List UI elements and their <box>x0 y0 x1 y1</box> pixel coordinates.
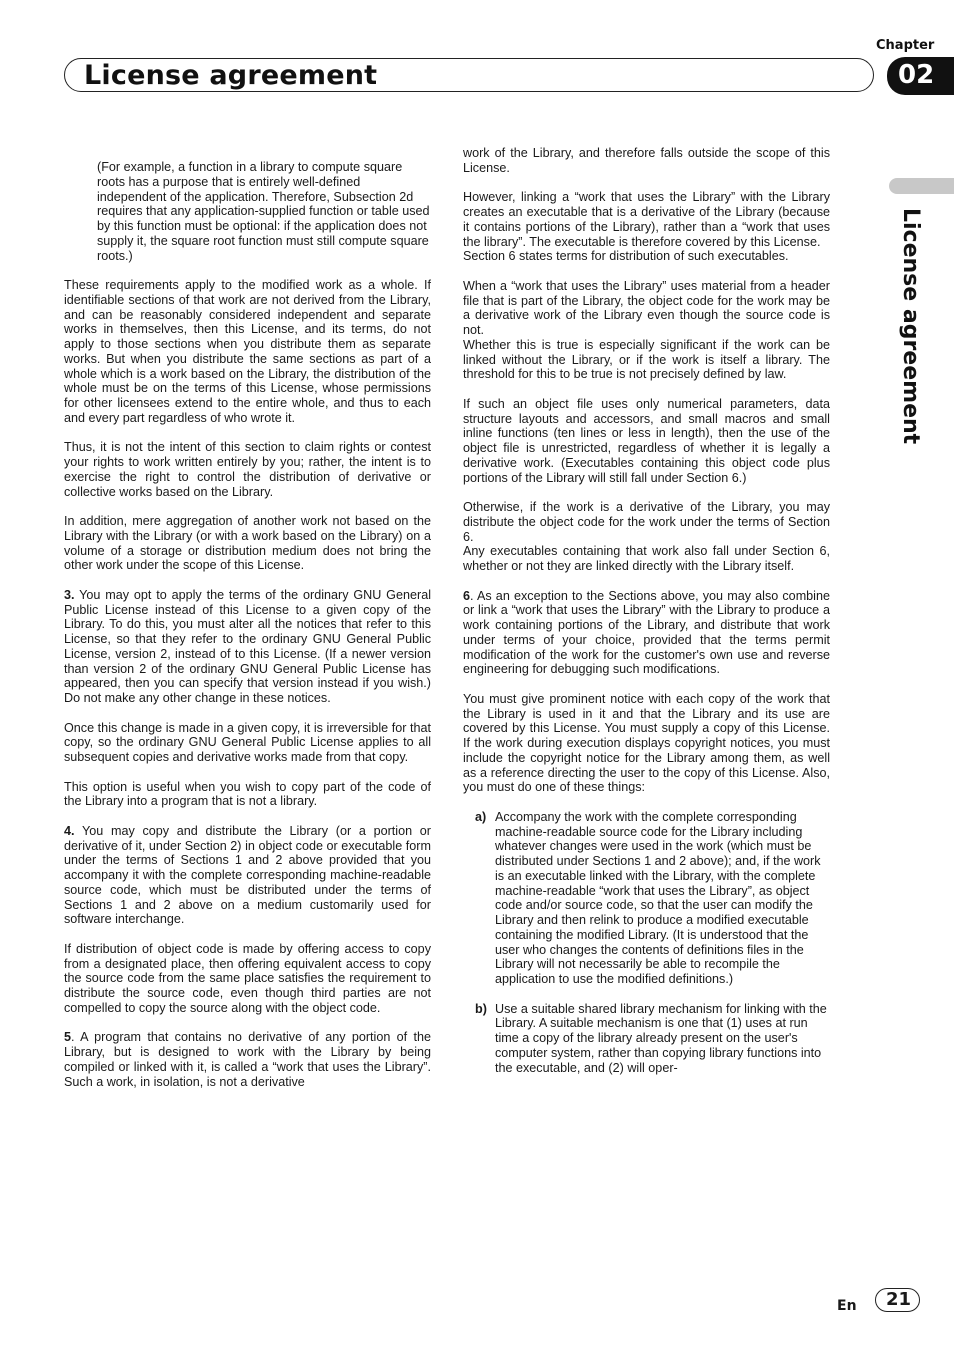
paragraph <box>64 824 431 927</box>
paragraph: Whether this is true is especially significant if the work can be linked without the Library, or if the work is itself a library. The threshold for this to be true is not precisely defined by law. <box>463 337 830 382</box>
list-item <box>463 1002 830 1076</box>
paragraph: If distribution of object code is made by offering access to copy from a designated place, then offering equivalent access to copy the source code from the same place satisfies the requirement to distribute the source code, even though third parties are not compelled to copy the source along with the object code. <box>64 941 431 1015</box>
list-item <box>463 810 830 987</box>
side-tab-label: License agreement <box>898 208 923 445</box>
paragraph <box>463 279 830 338</box>
paragraph <box>64 588 431 706</box>
paragraph-text: . A program that contains no derivative of any portion of the Library, but is designed to work with the Library by being compiled or linked with it, is called a “work that uses the Library”. Such a work, in isolation, is not a derivative <box>64 1030 431 1089</box>
section-number: 4. <box>64 823 75 838</box>
paragraph: (For example, a function in a library to compute square roots has a purpose that is entirely well-defined independent of the application. Therefore, Subsection 2d requires that any application-supplied function or table used by this function must be optional: if the application does not supply it, the square root function must still compute square roots.) <box>97 160 430 263</box>
paragraph: Once this change is made in a given copy, it is irreversible for that copy, so the ordinary GNU General Public License applies to all subsequent copies and derivative works made from that copy. <box>64 720 431 764</box>
section-number: 6 <box>463 588 471 603</box>
paragraph <box>463 500 830 544</box>
paragraph <box>463 589 830 678</box>
paragraph <box>64 1030 431 1089</box>
paragraph: Section 6 states terms for distribution of such executables. <box>463 249 789 264</box>
page-number: 21 <box>886 1289 912 1310</box>
paragraph-text: When a “work that uses the Library” uses material from a header file that is part of the Library, the object code for the work may be a derivative work of the Library even though the source code is not. <box>463 278 830 337</box>
paragraph-text: . As an exception to the Sections above, you may also combine or link a “work that uses the Library” with the Library to produce a work containing portions of the Library, and distribute that work under terms of your choice, provided that the terms permit modification of the work for the customer's own use and reverse engineering for debugging such modifications. <box>463 588 830 677</box>
list-item-text: Use a suitable shared library mechanism for linking with the Library. A suitable mechanism is one that (1) uses at run time a copy of the library already present on the user's computer system, rather than copying library functions into the executable, and (2) will oper- <box>495 1001 827 1075</box>
paragraph-text: However, linking a “work that uses the Library” with the Library creates an executable that is a derivative of the Library (because it contains portions of the Library), rather than a “work that uses the library”. The executable is therefore covered by this License. <box>463 190 830 249</box>
list-item-text: Accompany the work with the complete corresponding machine-readable source code for the Library including whatever changes were used in the work (which must be distributed under Sections 1 and 2 above); and, if the work is an executable linked with the Library, with the complete machine-readable “work that uses the Library”, as object code and/or source code, so that the user can modify the Library and then relink to produce a modified executable containing the modified Library. (It is understood that the user who changes the contents of definitions files in the Library will not necessarily be able to recompile the application to use the modified definitions.) <box>495 809 821 986</box>
paragraph: Thus, it is not the intent of this section to claim rights or contest your rights to work written entirely by you; rather, the intent is to exercise the right to control the distribution of derivative or collective works based on the Library. <box>64 440 431 499</box>
page-title: License agreement <box>84 60 378 91</box>
paragraph: If such an object file uses only numerical parameters, data structure layouts and accessors, and small macros and small inline functions (ten lines or less in length), then the use of the object file is unrestricted, regardless of whether it is legally a derivative work. (Executables containing this object code plus portions of the Library will still fall under Section 6.) <box>463 396 830 485</box>
chapter-label: Chapter <box>876 38 935 53</box>
list-marker: a) <box>475 809 487 824</box>
paragraph: These requirements apply to the modified work as a whole. If identifiable sections of that work are not derived from the Library, and can be reasonably considered independent and separate works in themselves, then this License, and its terms, do not apply to those sections when you distribute them as separate works. But when you distribute the same sections as part of a whole which is a work based on the Library, the distribution of the whole must be on the terms of this License, whose permissions for other licensees extend to the entire whole, and thus to each and every part regardless of who wrote it. <box>64 278 431 425</box>
paragraph: Any executables containing that work also fall under Section 6, whether or not they are linked directly with the Library itself. <box>463 544 830 573</box>
paragraph: In addition, mere aggregation of another work not based on the Library with the Library (or with a work based on the Library) on a volume of a storage or distribution medium does not bring the other work under the scope of this License. <box>64 514 431 573</box>
chapter-number: 02 <box>898 60 935 90</box>
paragraph <box>463 190 830 249</box>
paragraph-text: You may opt to apply the terms of the ordinary GNU General Public License instead of this License to a given copy of the Library. To do this, you must alter all the notices that refer to this License, so that they refer to the ordinary GNU General Public License, version 2, instead of to this License. (If a newer version than version 2 of the ordinary GNU General Public License has appeared, then you can specify that version instead if you wish.) Do not make any other change in these notices. <box>64 587 431 705</box>
paragraph: work of the Library, and therefore falls outside the scope of this License. <box>463 146 830 175</box>
paragraph-text: You may copy and distribute the Library (or a portion or derivative of it, under Section 2) in object code or executable form under the terms of Sections 1 and 2 above provided that you accompany it with the complete corresponding machine-readable source code, which must be distributed under the terms of Sections 1 and 2 above on a medium customarily used for software interchange. <box>64 823 431 927</box>
section-number: 3. <box>64 587 75 602</box>
right-column <box>463 146 830 1090</box>
paragraph: This option is useful when you wish to copy part of the code of the Library into a program that is not a library. <box>64 779 431 809</box>
language-label: En <box>837 1298 857 1314</box>
paragraph-text: Otherwise, if the work is a derivative of the Library, you may distribute the object code for the work under the terms of Section 6. <box>463 500 830 544</box>
section-number: 5 <box>64 1030 72 1045</box>
side-tab-marker <box>889 178 954 194</box>
left-column <box>64 160 431 1104</box>
paragraph: You must give prominent notice with each copy of the work that the Library is used in it and that the Library and its use are covered by this License. You must supply a copy of this License. If the work during execution displays copyright notices, you must include the copyright notice for the Library among them, as well as a reference directing the user to the copy of this License. Also, you must do one of these things: <box>463 691 830 795</box>
list-marker: b) <box>475 1001 487 1016</box>
